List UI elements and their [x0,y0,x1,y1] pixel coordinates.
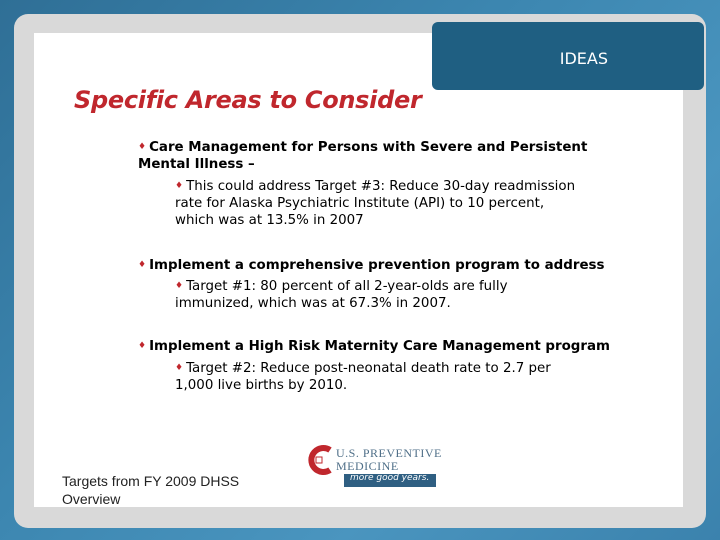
sub-bullet-text: immunized, which was at 67.3% in 2007. [175,296,451,311]
logo-line-1: U.S. PREVENTIVE [336,446,442,460]
diamond-bullet-icon: ♦ [138,260,147,270]
bullet-prevention-program [138,257,604,274]
bullet-text: Care Management for Persons with Severe and Persistent [149,140,588,155]
sub-bullet-text: Target #2: Reduce post-neonatal death rate to 2.7 per [186,361,551,376]
slide-title: Specific Areas to Consider [74,86,422,114]
bullet-text-continued: Mental Illness – [138,157,255,172]
footnote-line: Targets from FY 2009 DHSS [62,473,240,489]
bullet-text: Implement a comprehensive prevention program to address [149,258,605,273]
bullet-text: Implement a High Risk Maternity Care Management program [149,339,610,354]
footnote-source [62,472,302,508]
diamond-bullet-icon: ♦ [138,341,147,351]
sub-bullet-text: Target #1: 80 percent of all 2-year-olds are fully [186,279,508,294]
logo-line-2: MEDICINE [336,459,399,473]
sub-bullet-text: This could address Target #3: Reduce 30-day readmission [186,179,576,194]
bullet-care-management [138,139,587,173]
diamond-bullet-icon: ♦ [175,181,184,191]
sub-bullet-text: rate for Alaska Psychiatric Institute (API) to 10 percent, [175,196,545,211]
bullet-maternity-care [138,338,610,355]
us-preventive-medicine-logo [306,442,442,488]
footnote-line: Overview [62,491,121,507]
logo-tagline: more good years. [350,473,430,483]
sub-bullet-target-2 [175,360,551,394]
sub-bullet-text: 1,000 live births by 2010. [175,378,348,393]
logo-mark-icon [306,444,336,476]
sub-bullet-target-1 [175,278,508,312]
ideas-tab-label: IDEAS [559,49,608,68]
diamond-bullet-icon: ♦ [175,281,184,291]
sub-bullet-target-3 [175,178,575,229]
diamond-bullet-icon: ♦ [138,142,147,152]
sub-bullet-text: which was at 13.5% in 2007 [175,213,364,228]
diamond-bullet-icon: ♦ [175,363,184,373]
